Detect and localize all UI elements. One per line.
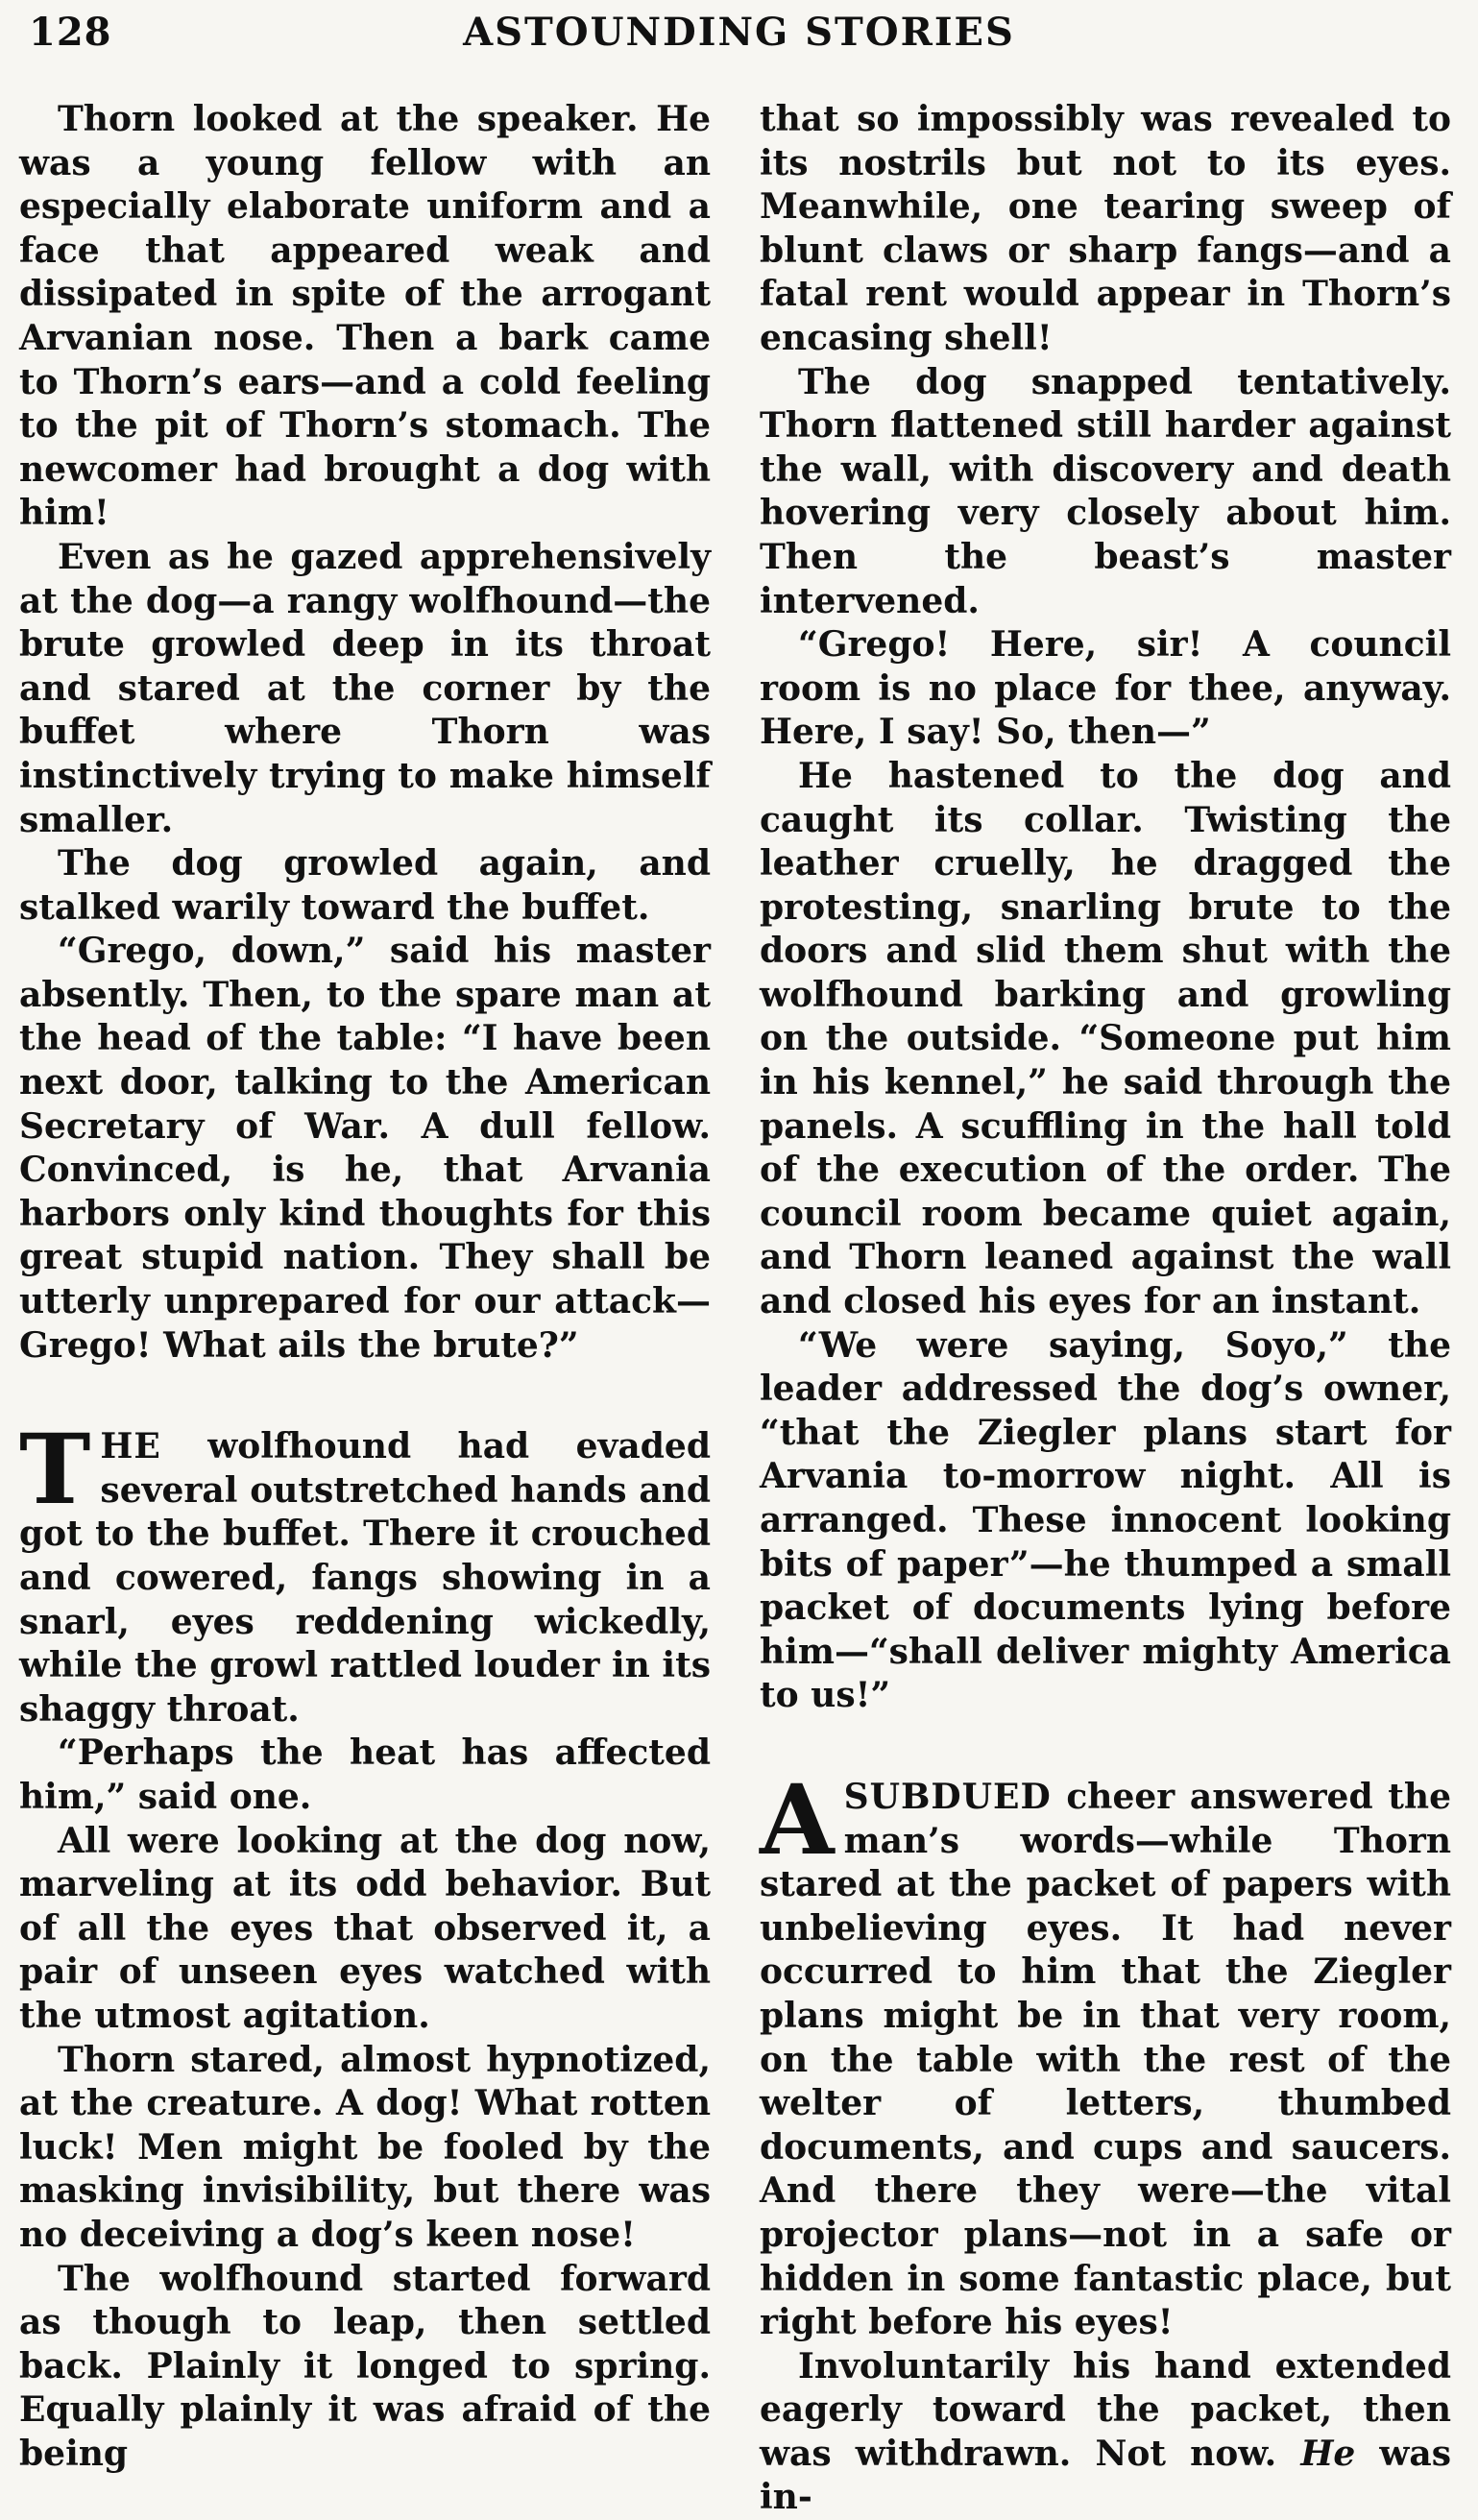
lead-in: HE — [100, 1426, 161, 1467]
left-column — [19, 98, 711, 2476]
paragraph-text: wolfhound had evaded several outstretched hands and got to the buffet. There it crouched and cowered, fangs showing in a snarl, eyes reddening wickedly, while the growl rattled louder in its shaggy throat. — [19, 1426, 711, 1730]
lead-in: SUBDUED — [843, 1776, 1052, 1817]
paragraph: Thorn stared, almost hypnotized, at the creature. A dog! What rotten luck! Men might be fooled by the masking invisibility, but there was no deceiving a dog’s keen nose! — [19, 2039, 711, 2255]
section-break — [760, 1718, 1451, 1776]
paragraph: Thorn looked at the speaker. He was a young fellow with an especially elaborate uniform and a face that appeared weak and dissipated in spite of the arrogant Arvanian nose. Then a bark came to Thorn’s ears—and a cold feeling to the pit of Thorn’s stomach. The newcomer had brought a dog with him! — [19, 99, 711, 534]
paragraph: “Perhaps the heat has affected him,” said one. — [19, 1732, 711, 1817]
paragraph: “Grego! Here, sir! A council room is no place for thee, anyway. Here, I say! So, then—” — [760, 624, 1451, 753]
right-column — [760, 98, 1451, 2520]
section-opening-paragraph — [760, 1762, 1451, 2345]
paragraph: He hastened to the dog and caught its collar. Twisting the leather cruelly, he dragged the protesting, snarling brute to the doors and slid them shut with the wolfhound barking and growling on the outside. “Someone put him in his kennel,” he said through the panels. A scuffling in the hall told of the execution of the order. The council room became quiet again, and Thorn leaned against the wall and closed his eyes for an instant. — [760, 755, 1451, 1322]
magazine-title: ASTOUNDING STORIES — [463, 10, 1015, 55]
paragraph: “Grego, down,” said his master absently. Then, to the spare man at the head of the table: “I have been next door, talking to the American Secretary of War. A dull fellow. Convinced, is he, that Arvania harbors only kind thoughts for this great stupid nation. They shall be utterly unprepared for our attack—Grego! What ails the brute?” — [19, 931, 711, 1366]
drop-cap: A — [760, 1762, 835, 1877]
paragraph-text: Involuntarily his hand extended eagerly toward the packet, then was withdrawn. Not now. — [760, 2345, 1451, 2474]
paragraph-text: was in- — [760, 2433, 1451, 2518]
paragraph: The dog snapped tentatively. Thorn flattened still harder against the wall, with discovery and death hovering very closely about him. Then the beast’s master intervened. — [760, 361, 1451, 621]
paragraph: The wolfhound started forward as though to leap, then settled back. Plainly it longed to spring. Equally plainly it was afraid of the being — [19, 2258, 711, 2474]
paragraph: All were looking at the dog now, marveling at its odd behavior. But of all the eyes that observed it, a pair of unseen eyes watched with the utmost agitation. — [19, 1820, 711, 2036]
drop-cap: T — [19, 1413, 91, 1527]
continued-paragraph: that so impossibly was revealed to its nostrils but not to its eyes. Meanwhile, one tearing sweep of blunt claws or sharp fangs—and a fatal rent would appear in Thorn’s encasing shell! — [760, 99, 1451, 358]
paragraph — [760, 2345, 1451, 2520]
paragraph: “We were saying, Soyo,” the leader addressed the dog’s owner, “that the Ziegler plans start for Arvania to-morrow night. All is arranged. These innocent looking bits of paper”—he thumped a small packet of documents lying before him—“shall deliver mighty America to us!” — [760, 1324, 1451, 1716]
section-opening-paragraph — [19, 1413, 711, 1732]
paragraph-text: cheer answered the man’s words—while Thorn stared at the packet of papers with unbelieving eyes. It had never occurred to him that the Ziegler plans might be in that very room, on the table with the rest of the welter of letters, thumbed documents, and cups and saucers. And there they were—the vital projector plans—not in a safe or hidden in some fantastic place, but right before his eyes! — [760, 1776, 1451, 2343]
page-number: 128 — [29, 10, 112, 55]
emphasis-text: He — [1300, 2433, 1356, 2474]
page-header — [29, 6, 1449, 63]
section-break — [19, 1368, 711, 1425]
paragraph: Even as he gazed apprehensively at the dog—a rangy wolfhound—the brute growled deep in its throat and stared at the corner by the buffet where Thorn was instinctively trying to make himself smaller. — [19, 536, 711, 840]
paragraph: The dog growled again, and stalked warily toward the buffet. — [19, 843, 711, 928]
